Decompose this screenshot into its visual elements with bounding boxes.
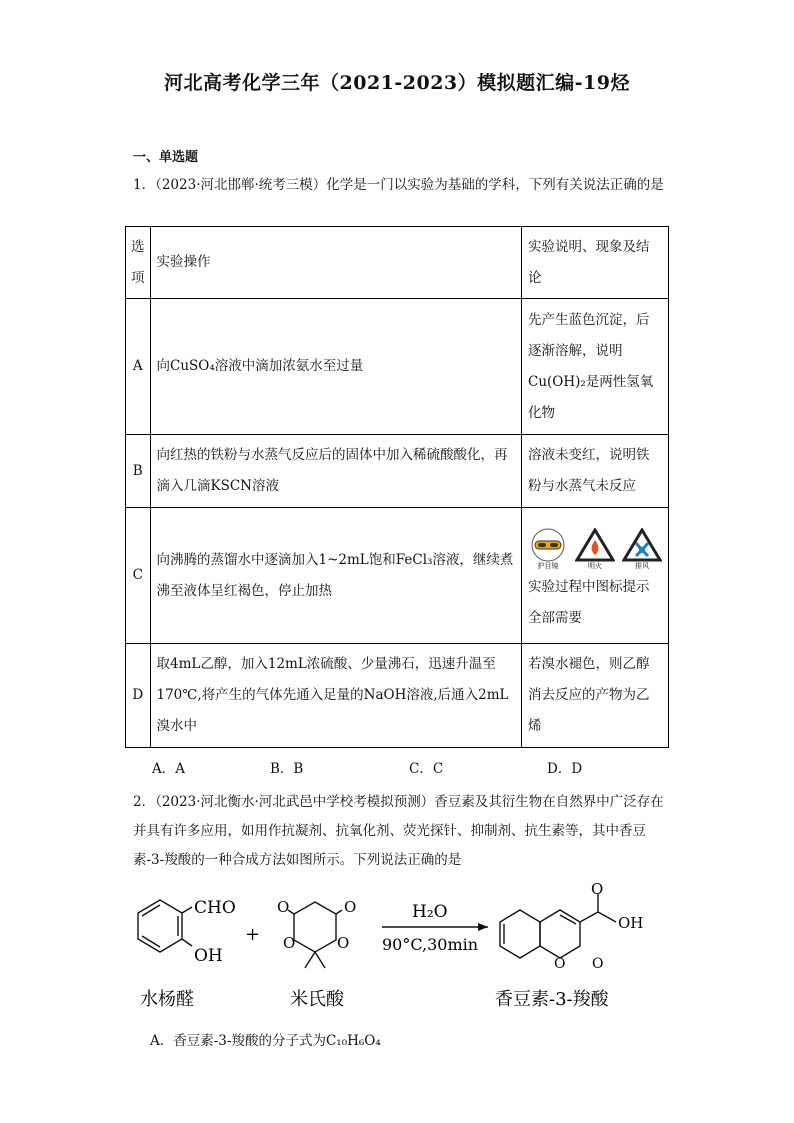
arrow-head — [478, 923, 488, 931]
row-operation: 向沸腾的蒸馏水中逐滴加入1~2mL饱和FeCl₃溶液，继续煮沸至液体呈红褐色，停止加热 — [150, 508, 522, 644]
oxygen-atom: O — [592, 956, 604, 972]
ventilation-label: 排风 — [635, 562, 649, 570]
choice-a[interactable]: A．A — [152, 761, 185, 777]
table-row — [126, 299, 669, 435]
row-description: 溶液未变红，说明铁粉与水蒸气未反应 — [522, 435, 669, 508]
goggles-icon — [528, 528, 568, 571]
condition-label: 90°C,30min — [382, 935, 479, 954]
flame-icon — [575, 528, 615, 571]
question-1-stem: 1．（2023·河北邯郸·统考三模）化学是一门以实验为基础的学科，下列有关说法正确的是 — [133, 177, 664, 193]
safety-icons — [528, 528, 662, 572]
oh-group: OH — [194, 946, 223, 966]
row-description: 先产生蓝色沉淀，后逐渐溶解，说明Cu(OH)₂是两性氢氧化物 — [522, 299, 669, 435]
goggles-label: 护目镜 — [537, 562, 559, 570]
row-operation: 向CuSO₄溶液中滴加浓氨水至过量 — [150, 299, 522, 435]
row-operation: 取4mL乙醇，加入12mL浓硫酸、少量沸石，迅速升温至170℃,将产生的气体先通入足量的NaOH溶液,后通入2mL溴水中 — [150, 644, 522, 748]
table-row — [126, 644, 669, 748]
plus-sign: + — [245, 924, 261, 945]
table-row — [126, 508, 669, 644]
ventilation-icon — [622, 528, 662, 571]
cooh-group: OH — [618, 914, 644, 932]
coumarin-acid-label: 香豆素-3-羧酸 — [495, 989, 609, 1010]
reaction-diagram — [120, 880, 680, 1020]
oxygen-atom: O — [554, 956, 566, 972]
choice-b[interactable]: B．B — [270, 761, 304, 777]
header-description: 实验说明、现象及结论 — [522, 227, 669, 299]
row-operation: 向红热的铁粉与水蒸气反应后的固体中加入稀硫酸酸化，再滴入几滴KSCN溶液 — [150, 435, 522, 508]
header-option: 选项 — [126, 227, 151, 299]
cho-group: CHO — [194, 898, 236, 918]
header-operation: 实验操作 — [150, 227, 522, 299]
salicylaldehyde-structure — [138, 900, 192, 952]
table-header-row — [126, 227, 669, 299]
oxygen-atom: O — [283, 934, 296, 952]
page-title: 河北高考化学三年（2021-2023）模拟题汇编-19烃 — [164, 72, 630, 94]
question-2-stem: 2．（2023·河北衡水·河北武邑中学校考模拟预测）香豆素及其衍生物在自然界中广泛存在并具有许多应用，如用作抗凝剂、抗氧化剂、荧光探针、抑制剂、抗生素等，其中香豆素-3-羧酸的一种合成方法如图所示。下列说法正确的是 — [133, 794, 664, 868]
oxygen-atom: O — [591, 880, 604, 898]
row-option: C — [126, 508, 151, 644]
coumarin-structure — [500, 894, 616, 958]
choice-c[interactable]: C．C — [409, 761, 444, 777]
oxygen-atom: O — [344, 898, 357, 916]
choice-d[interactable]: D．D — [547, 761, 583, 777]
reagent-label: H₂O — [412, 902, 448, 922]
row-option: B — [126, 435, 151, 508]
table-row — [126, 435, 669, 508]
oxygen-atom: O — [277, 898, 290, 916]
row-description: 若溴水褪色，则乙醇消去反应的产物为乙烯 — [522, 644, 669, 748]
salicylaldehyde-label: 水杨醛 — [140, 989, 194, 1010]
meldrum-acid-structure — [288, 902, 342, 968]
question-1-table — [125, 226, 669, 748]
section-heading: 一、单选题 — [133, 150, 199, 165]
row-option: D — [126, 644, 151, 748]
question-2-option-a[interactable]: A．香豆素-3-羧酸的分子式为C₁₀H₆O₄ — [150, 1033, 381, 1049]
flame-label: 明火 — [588, 562, 602, 570]
row-option: A — [126, 299, 151, 435]
row-description: 实验过程中图标提示全部需要 — [528, 578, 650, 626]
meldrum-acid-label: 米氏酸 — [290, 989, 344, 1010]
row-description-with-icons — [522, 508, 669, 644]
oxygen-atom: O — [337, 934, 350, 952]
